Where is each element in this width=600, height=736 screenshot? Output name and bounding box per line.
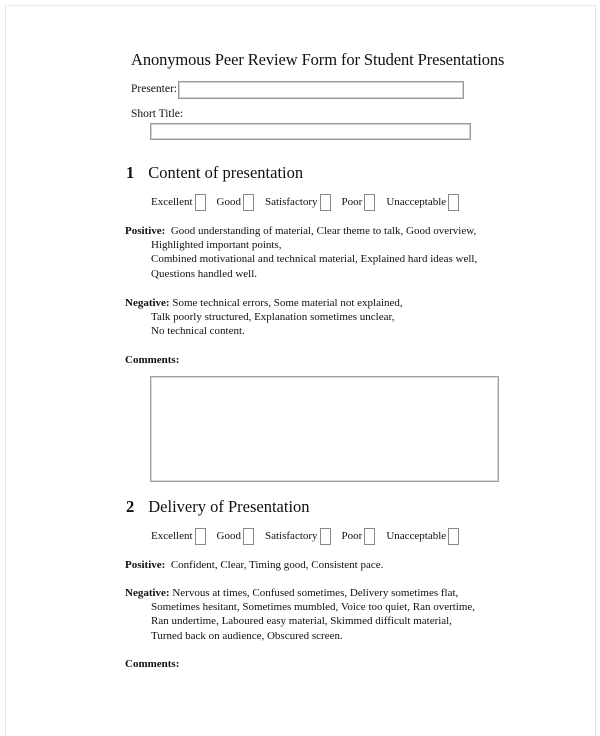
rating-satisfactory [265, 194, 331, 211]
rating-poor [342, 528, 376, 545]
rating-label: Unacceptable [386, 530, 447, 542]
rating-good [217, 194, 254, 211]
positive-text: Confident, Clear, Timing good, Consistent pace. [170, 559, 384, 571]
good-checkbox[interactable] [243, 528, 254, 545]
section-2-positive [125, 558, 383, 572]
rating-satisfactory [265, 528, 331, 545]
rating-label: Excellent [151, 530, 193, 542]
positive-text: Combined motivational and technical material, Explained hard ideas well, [151, 253, 478, 266]
excellent-checkbox[interactable] [195, 528, 206, 545]
rating-label: Poor [341, 530, 363, 542]
excellent-checkbox[interactable] [195, 194, 206, 211]
section-1-positive [125, 224, 477, 281]
section-title: Content of presentation [148, 163, 304, 182]
rating-label: Unacceptable [386, 196, 447, 208]
negative-text: Sometimes hesitant, Sometimes mumbled, Voice too quiet, Ran overtime, [151, 601, 476, 614]
positive-text: Questions handled well. [151, 267, 258, 280]
form-title: Anonymous Peer Review Form for Student Presentations [131, 50, 505, 69]
satisfactory-checkbox[interactable] [320, 194, 331, 211]
section-1-comments-box[interactable] [150, 376, 499, 482]
rating-good [217, 528, 254, 545]
rating-unacceptable [386, 528, 459, 545]
negative-text: No technical content. [151, 325, 245, 338]
presenter-label: Presenter: [131, 83, 177, 95]
section-2-rating [151, 527, 470, 545]
presenter-input[interactable] [178, 81, 464, 99]
section-number: 1 [126, 163, 135, 182]
positive-label: Positive: [125, 225, 166, 237]
poor-checkbox[interactable] [364, 194, 375, 211]
section-1-heading [126, 163, 303, 183]
negative-text: Talk poorly structured, Explanation sometimes unclear, [151, 311, 395, 324]
rating-label: Poor [341, 196, 363, 208]
rating-poor [342, 194, 376, 211]
section-2-heading [126, 497, 310, 517]
comments-label: Comments: [125, 658, 180, 670]
section-number: 2 [126, 497, 135, 516]
unacceptable-checkbox[interactable] [448, 528, 459, 545]
positive-text: Good understanding of material, Clear theme to talk, Good overview, [170, 225, 477, 237]
rating-unacceptable [386, 194, 459, 211]
negative-label: Negative: [125, 297, 170, 309]
short-title-input[interactable] [150, 123, 471, 140]
satisfactory-checkbox[interactable] [320, 528, 331, 545]
rating-excellent [151, 528, 206, 545]
negative-text: Nervous at times, Confused sometimes, Delivery sometimes flat, [172, 587, 459, 599]
short-title-label: Short Title: [131, 108, 184, 120]
rating-label: Satisfactory [265, 530, 318, 542]
poor-checkbox[interactable] [364, 528, 375, 545]
negative-label: Negative: [125, 587, 170, 599]
unacceptable-checkbox[interactable] [448, 194, 459, 211]
rating-label: Good [216, 196, 241, 208]
section-2-comments-label [125, 657, 179, 671]
positive-label: Positive: [125, 559, 166, 571]
rating-label: Good [216, 530, 241, 542]
good-checkbox[interactable] [243, 194, 254, 211]
section-1-rating [151, 193, 470, 211]
section-title: Delivery of Presentation [148, 497, 310, 516]
comments-label: Comments: [125, 354, 180, 366]
section-1-comments-label [125, 353, 179, 367]
negative-text: Ran undertime, Laboured easy material, Skimmed difficult material, [151, 615, 452, 628]
negative-text: Some technical errors, Some material not explained, [172, 297, 403, 309]
section-1-negative [125, 296, 403, 339]
rating-label: Satisfactory [265, 196, 318, 208]
negative-text: Turned back on audience, Obscured screen. [151, 629, 343, 642]
section-2-negative [125, 586, 475, 643]
rating-label: Excellent [151, 196, 193, 208]
positive-text: Highlighted important points, [151, 239, 282, 252]
rating-excellent [151, 194, 206, 211]
